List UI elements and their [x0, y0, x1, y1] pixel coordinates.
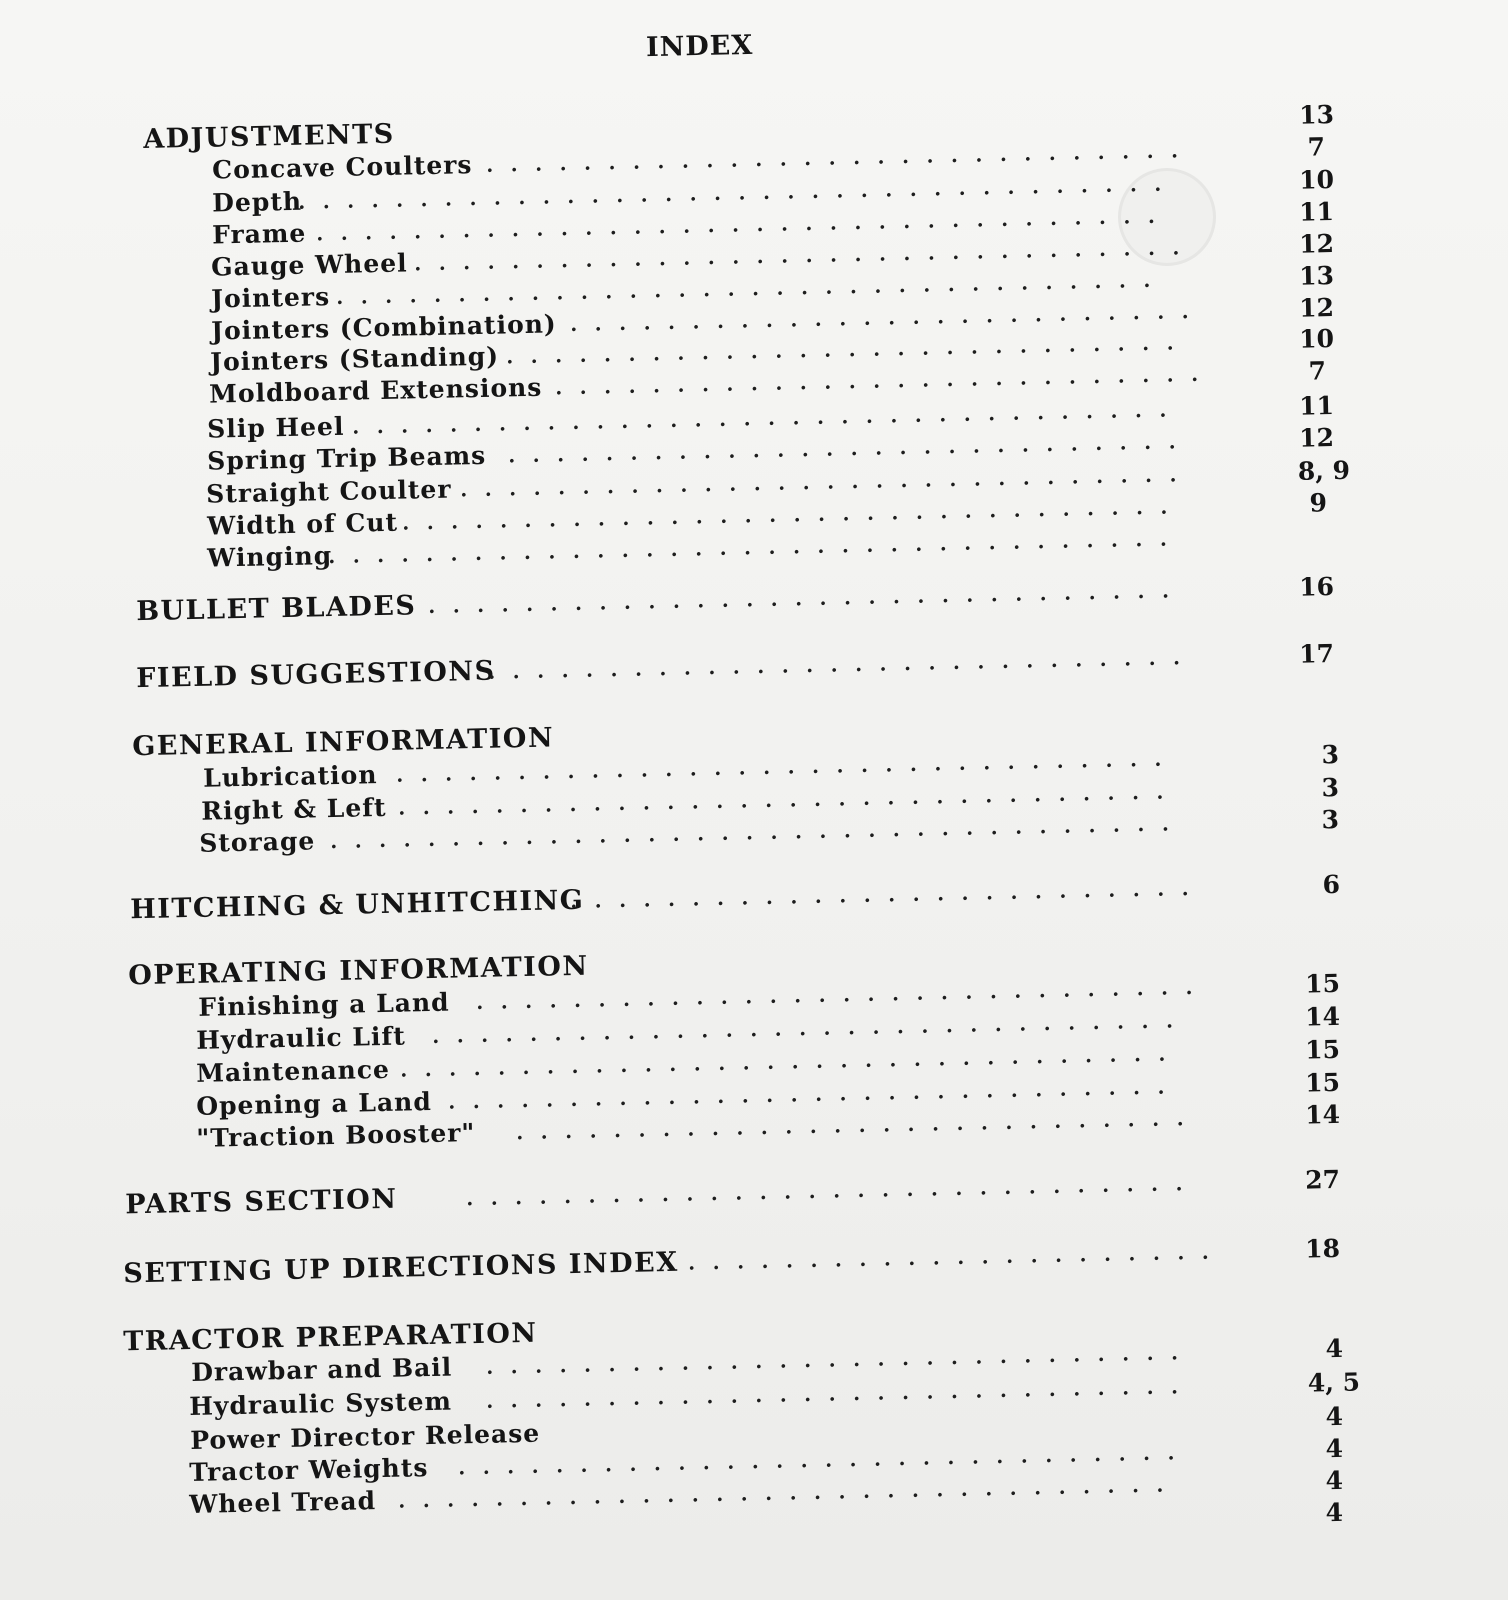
page-number: 13 [1298, 100, 1335, 130]
entry-label: Tractor Weights [188, 1453, 429, 1488]
dot-leader: .............................. [475, 974, 1211, 1015]
entry-label: Wheel Tread [188, 1486, 377, 1520]
entry-label: Storage [198, 826, 316, 858]
page-number: 9 [1309, 488, 1328, 518]
page-number: 7 [1308, 356, 1327, 386]
section-heading: OPERATING INFORMATION [127, 950, 589, 992]
dot-leader: ............................. [487, 644, 1198, 684]
page-number: 7 [1307, 132, 1326, 162]
page-number: 14 [1304, 1001, 1341, 1032]
section-heading: FIELD SUGGESTIONS [135, 655, 496, 695]
entry-label: Hydraulic Lift [195, 1021, 407, 1055]
dot-leader: ............................ [505, 330, 1192, 369]
dot-leader: .................................... [297, 171, 1179, 214]
entry-label: Gauge Wheel [210, 248, 408, 282]
section-heading: ADJUSTMENTS [142, 118, 396, 155]
page-number: 4 [1325, 1433, 1344, 1464]
page-number: 4 [1325, 1401, 1344, 1432]
dot-leader: ............................ [515, 1105, 1202, 1145]
dot-leader: ............................. [485, 1373, 1196, 1413]
dot-leader: ................................ [413, 234, 1198, 276]
page-number [1274, 936, 1334, 937]
page-number: 4 [1325, 1465, 1344, 1496]
entry-label: Drawbar and Bail [190, 1352, 453, 1387]
entry-label: Opening a Land [195, 1086, 433, 1121]
dot-leader: ................................... [329, 811, 1187, 854]
dot-leader: ................................... [315, 203, 1173, 246]
page-number: 15 [1304, 1067, 1341, 1098]
page-number [1274, 1302, 1334, 1303]
page-number: 4, 5 [1307, 1367, 1361, 1398]
page-number: 27 [1304, 1164, 1341, 1195]
dot-leader: ............................. [485, 137, 1196, 177]
page-number: 12 [1298, 293, 1335, 323]
index-section-row [0, 1161, 1508, 1227]
page-number: 4 [1325, 1497, 1344, 1528]
section-heading: BULLET BLADES [135, 590, 417, 628]
page-number [1267, 520, 1327, 521]
page-number: 10 [1298, 324, 1335, 354]
page-number: 10 [1298, 165, 1335, 195]
index-section-row [0, 635, 1508, 701]
index-section-row [0, 568, 1508, 634]
dot-leader: ............................ [507, 429, 1194, 468]
page-number [1274, 707, 1334, 708]
dot-leader: .............................. [457, 1440, 1193, 1480]
dot-leader: .................................. [335, 267, 1169, 309]
entry-label: Slip Heel [206, 411, 345, 444]
dot-leader: ................................ [395, 746, 1180, 787]
dot-leader: ................................ [399, 1041, 1184, 1082]
index-section-row [0, 1230, 1508, 1296]
entry-label: Winging [206, 541, 333, 573]
section-heading: GENERAL INFORMATION [131, 722, 555, 763]
page-number: 17 [1298, 639, 1335, 669]
page-number: 11 [1298, 197, 1335, 227]
page-number: 16 [1298, 572, 1335, 602]
page-number: 12 [1298, 423, 1335, 453]
page-number: 6 [1322, 869, 1341, 900]
dot-leader: .............................. [459, 461, 1195, 502]
entry-label: Depth [211, 186, 303, 218]
page-number: 3 [1321, 772, 1340, 803]
dot-leader: ................................ [397, 1472, 1182, 1513]
entry-label: "Traction Booster" [195, 1118, 476, 1153]
entry-label: Jointers (Combination) [210, 309, 558, 346]
dot-leader: .............................. [447, 1074, 1183, 1114]
dot-leader: ................................ [401, 494, 1186, 535]
page-number: 11 [1298, 391, 1335, 421]
page-number: 18 [1304, 1233, 1341, 1264]
entry-label: Straight Coulter [205, 474, 452, 509]
entry-label: Hydraulic System [188, 1386, 453, 1422]
page-number: 3 [1321, 804, 1340, 835]
section-heading: TRACTOR PREPARATION [122, 1317, 538, 1358]
dot-leader: .................................. [351, 397, 1185, 439]
dot-leader: ...................... [687, 1239, 1227, 1275]
entry-label: Moldboard Extensions [208, 372, 543, 409]
page-number: 12 [1298, 229, 1335, 259]
section-heading: SETTING UP DIRECTIONS INDEX [122, 1246, 679, 1290]
entry-label: Jointers (Standing) [209, 341, 500, 377]
page-number: 14 [1304, 1099, 1341, 1130]
section-heading: PARTS SECTION [124, 1183, 398, 1221]
page-number: 8, 9 [1297, 455, 1351, 486]
entry-label: Power Director Release [189, 1418, 541, 1456]
entry-label: Concave Coulters [211, 150, 473, 185]
page-number: 3 [1321, 739, 1340, 770]
dot-leader: ............................... [427, 578, 1187, 619]
index-section-row [0, 866, 1508, 932]
entry-label: Frame [211, 218, 307, 250]
entry-label: Spring Trip Beams [206, 440, 487, 476]
entry-label: Right & Left [200, 792, 387, 826]
dot-leader: ........................... [554, 361, 1216, 400]
entry-label: Maintenance [195, 1054, 391, 1088]
dot-leader: ............................. [485, 1339, 1196, 1379]
dot-leader: ................................ [397, 779, 1182, 820]
page-number: 13 [1298, 261, 1335, 291]
page-title: INDEX [645, 29, 754, 64]
entry-label: Finishing a Land [197, 987, 450, 1022]
dot-leader: .............................. [465, 1170, 1201, 1211]
page-number: 15 [1304, 1034, 1341, 1065]
entry-label: Lubrication [202, 760, 378, 793]
entry-label: Jointers [210, 282, 331, 314]
dot-leader: ................................... [327, 526, 1185, 569]
dot-leader: ............................... [431, 1008, 1191, 1048]
dot-leader: .......................... [569, 298, 1207, 337]
entry-label: Width of Cut [206, 507, 399, 541]
section-heading: HITCHING & UNHITCHING [129, 884, 585, 926]
page-number: 15 [1304, 968, 1341, 999]
page-number: 4 [1325, 1333, 1344, 1364]
dot-leader: .......................... [569, 875, 1207, 914]
